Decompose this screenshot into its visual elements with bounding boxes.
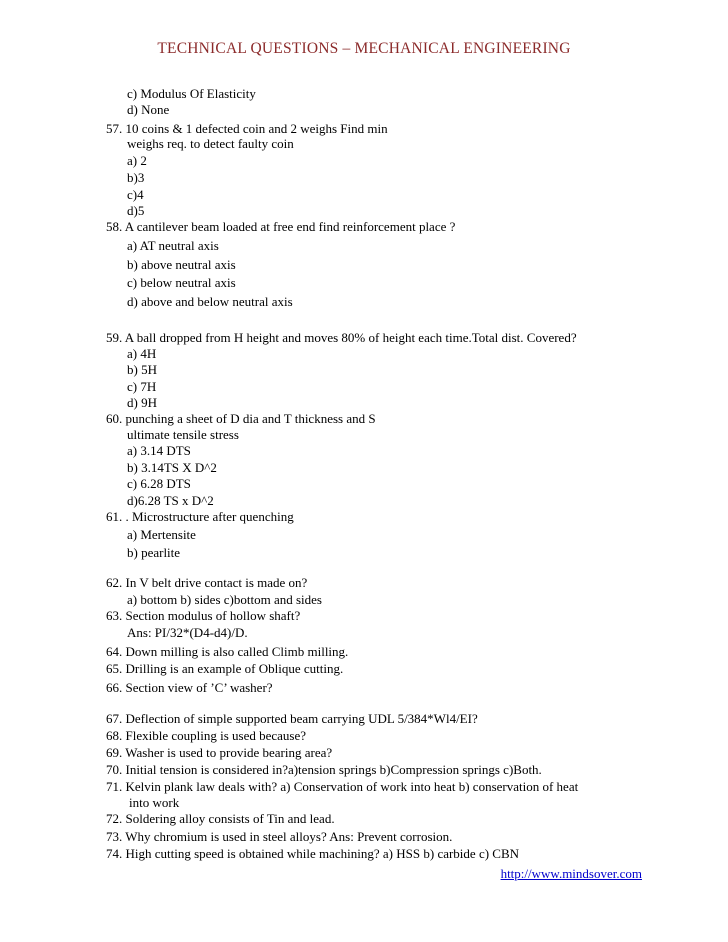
text-line: 67. Deflection of simple supported beam carrying UDL 5/384*Wl4/EI? (106, 711, 478, 726)
text-line: 61. . Microstructure after quenching (106, 509, 294, 524)
text-line: 59. A ball dropped from H height and moves 80% of height each time.Total dist. Covered? (106, 330, 577, 345)
text-line: c) 7H (127, 379, 157, 394)
text-line: 69. Washer is used to provide bearing area? (106, 745, 333, 760)
text-line: d)6.28 TS x D^2 (127, 493, 214, 508)
text-line: 58. A cantilever beam loaded at free end find reinforcement place ? (106, 219, 456, 234)
text-line: a) Mertensite (127, 527, 196, 542)
text-line: into work (129, 795, 180, 810)
text-line: d) above and below neutral axis (127, 294, 293, 309)
text-line: 72. Soldering alloy consists of Tin and lead. (106, 811, 335, 826)
text-line: a) 4H (127, 346, 157, 361)
footer-link[interactable]: http://www.mindsover.com (500, 866, 642, 881)
text-line: d) 9H (127, 395, 157, 410)
text-line: 73. Why chromium is used in steel alloys? Ans: Prevent corrosion. (106, 829, 453, 844)
text-line: weighs req. to detect faulty coin (127, 136, 294, 151)
text-line: 68. Flexible coupling is used because? (106, 728, 307, 743)
text-line: b) above neutral axis (127, 257, 236, 272)
text-line: c) Modulus Of Elasticity (127, 86, 256, 101)
text-line: b) pearlite (127, 545, 181, 560)
text-line: c) 6.28 DTS (127, 476, 191, 491)
text-line: a) bottom b) sides c)bottom and sides (127, 592, 322, 607)
text-line: 74. High cutting speed is obtained while machining? a) HSS b) carbide c) CBN (106, 846, 520, 861)
text-line: 66. Section view of ’C’ washer? (106, 680, 273, 695)
text-line: c) below neutral axis (127, 275, 236, 290)
text-line: 71. Kelvin plank law deals with? a) Conservation of work into heat b) conservation of heat (106, 779, 579, 794)
text-line: a) AT neutral axis (127, 238, 219, 253)
text-line: 64. Down milling is also called Climb milling. (106, 644, 349, 659)
text-line: Ans: PI/32*(D4-d4)/D. (127, 625, 248, 640)
text-line: d) None (127, 102, 170, 117)
text-line: 57. 10 coins & 1 defected coin and 2 weighs Find min (106, 121, 388, 136)
text-line: a) 3.14 DTS (127, 443, 191, 458)
text-line: a) 2 (127, 153, 147, 168)
text-line: 70. Initial tension is considered in?a)tension springs b)Compression springs c)Both. (106, 762, 542, 777)
text-line: b) 5H (127, 362, 157, 377)
text-line: 63. Section modulus of hollow shaft? (106, 608, 301, 623)
text-line: b) 3.14TS X D^2 (127, 460, 217, 475)
page-header-title: TECHNICAL QUESTIONS – MECHANICAL ENGINEERING (157, 40, 571, 57)
text-line: d)5 (127, 203, 145, 218)
text-line: 62. In V belt drive contact is made on? (106, 575, 308, 590)
text-line: b)3 (127, 170, 145, 185)
text-line: 60. punching a sheet of D dia and T thickness and S (106, 411, 376, 426)
text-line: 65. Drilling is an example of Oblique cutting. (106, 661, 344, 676)
text-line: c)4 (127, 187, 144, 202)
text-line: ultimate tensile stress (127, 427, 239, 442)
